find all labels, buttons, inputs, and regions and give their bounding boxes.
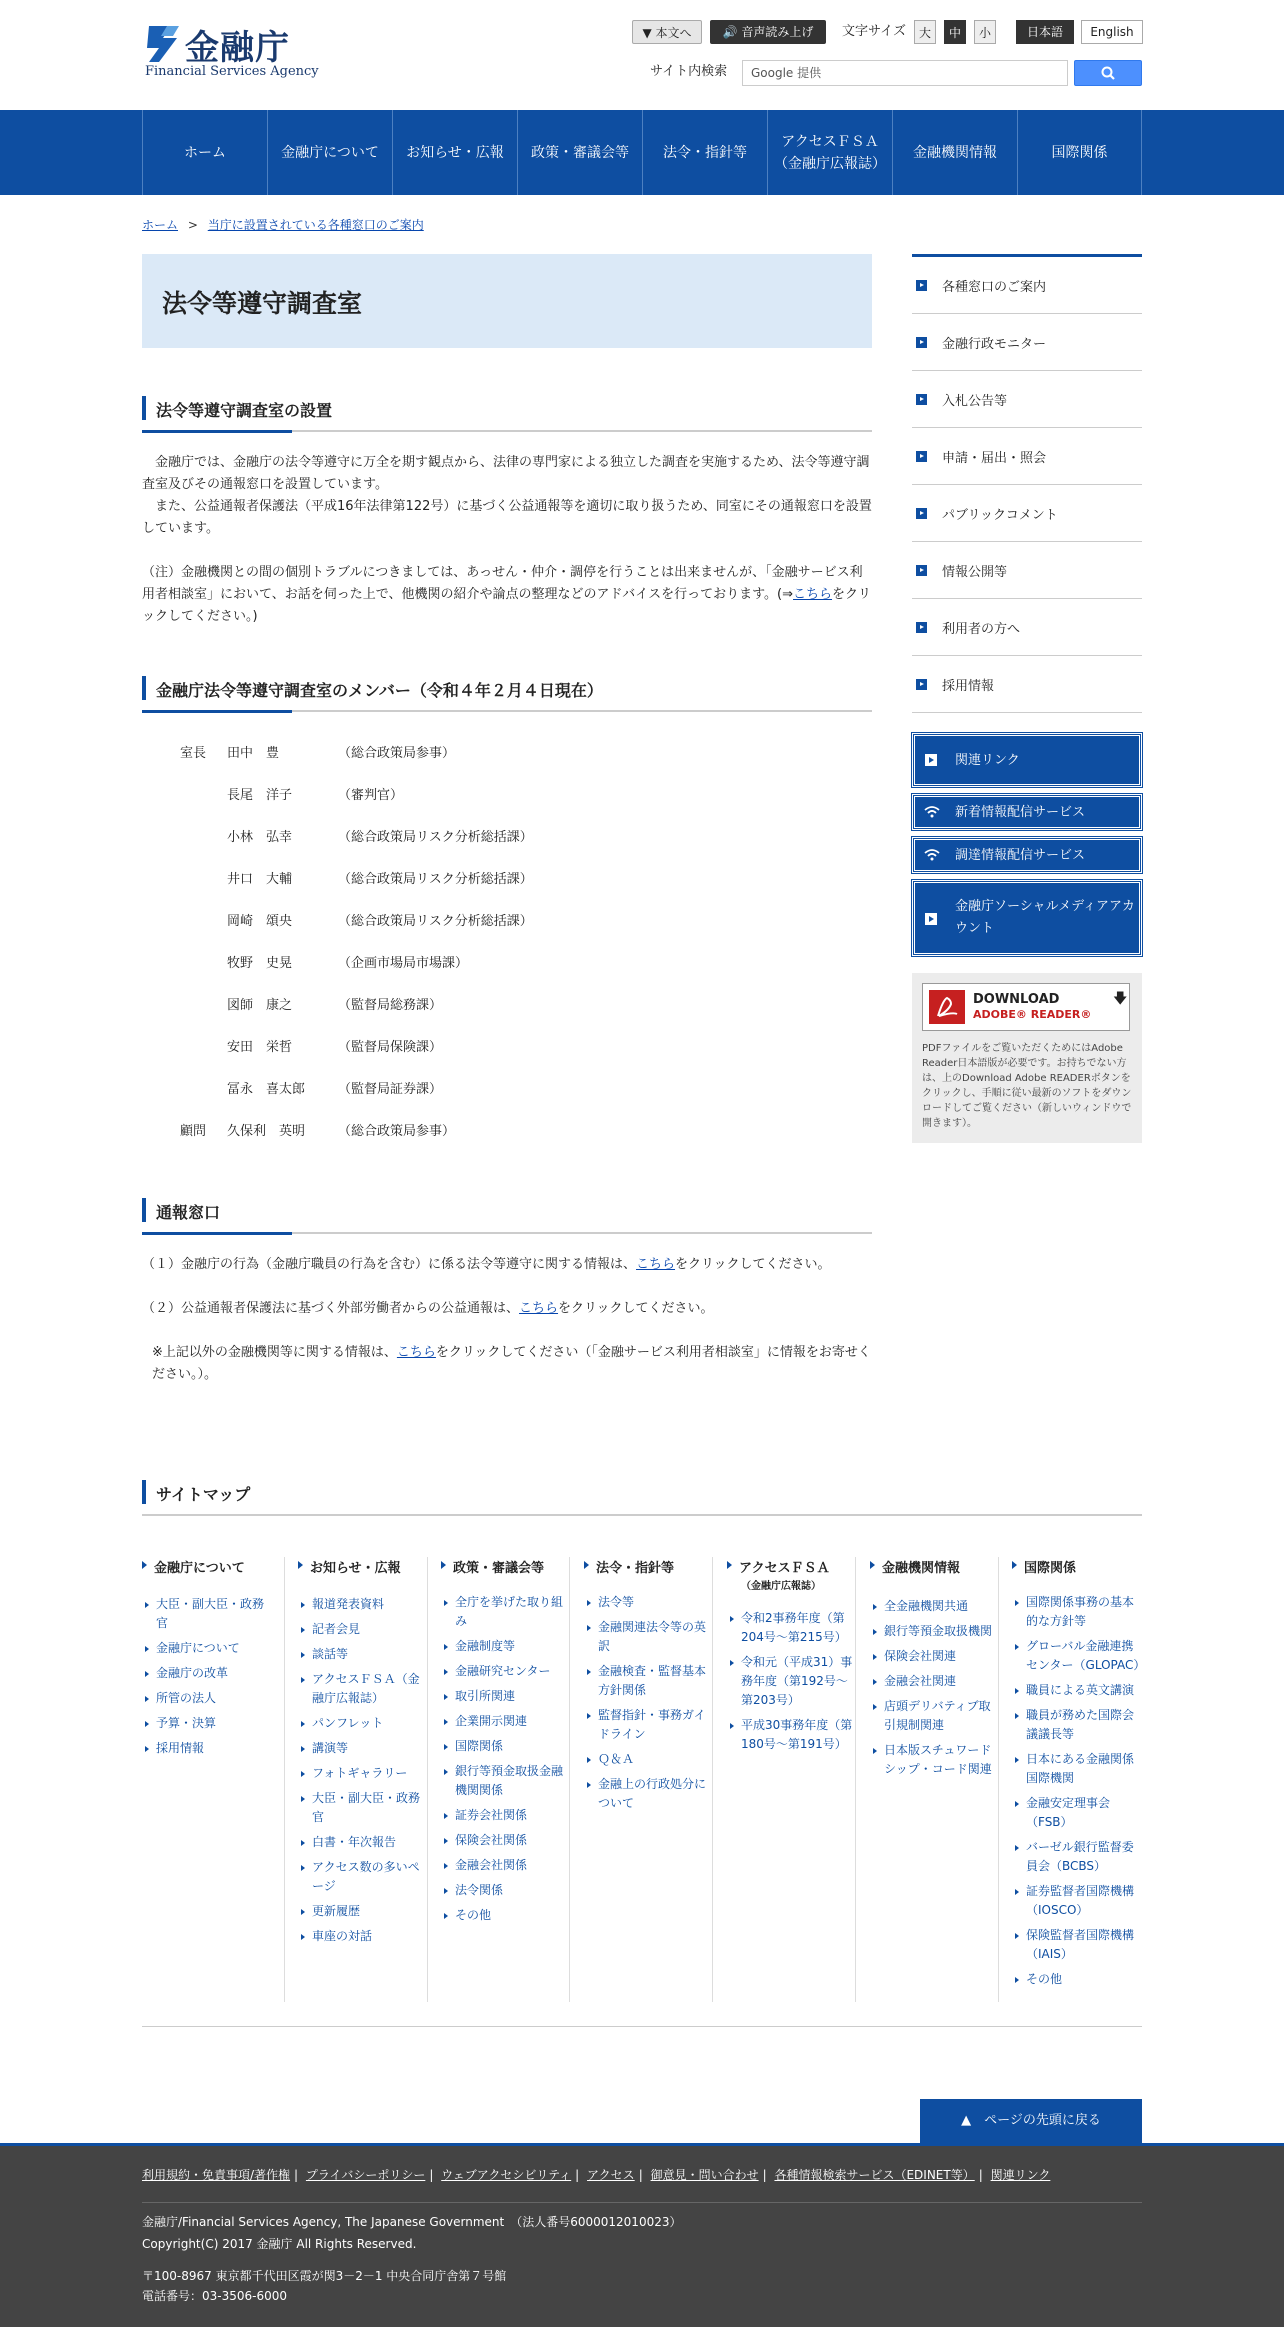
related-links-button[interactable]: 関連リンク — [912, 733, 1142, 787]
font-size-label: 文字サイズ — [842, 24, 906, 39]
adobe-download-button[interactable] — [922, 983, 1130, 1031]
sitemap-link[interactable]: 取引所関連 — [441, 1687, 571, 1706]
sitemap-link[interactable]: 日本版スチュワードシップ・コード関連 — [870, 1741, 1000, 1779]
wifi-icon — [924, 806, 940, 818]
sitemap-col-head[interactable]: 法令・指針等 — [584, 1557, 674, 1576]
sitemap-link[interactable]: 採用情報 — [142, 1739, 272, 1758]
page-title-box — [142, 254, 872, 348]
adobe-logo-icon — [929, 990, 965, 1024]
sitemap-link[interactable]: Ｑ＆Ａ — [584, 1750, 714, 1769]
play-icon — [925, 754, 937, 766]
report-item-2: （２）公益通報者保護法に基づく外部労働者からの公益通報は、こちらをクリックしてください。 — [142, 1301, 714, 1316]
sitemap-col-head[interactable]: 金融庁について — [142, 1557, 245, 1576]
sidebar-item-applications[interactable]: 申請・届出・照会 — [912, 428, 1142, 485]
breadcrumb — [142, 216, 424, 233]
sitemap-link[interactable]: 保険会社関連 — [870, 1647, 1000, 1666]
sitemap-link[interactable]: パンフレット — [298, 1714, 428, 1733]
search-icon — [1075, 61, 1143, 85]
sitemap-link[interactable]: 国際関係 — [441, 1737, 571, 1756]
report-item-1: （１）金融庁の行為（金融庁職員の行為を含む）に係る法令等遵守に関する情報は、こちらをクリックしてください。 — [142, 1257, 831, 1272]
nav-home[interactable]: ホーム — [142, 110, 267, 195]
lang-english-button[interactable]: English — [1081, 20, 1143, 44]
sitemap-link[interactable]: 平成30事務年度（第180号～第191号） — [727, 1716, 857, 1754]
sitemap-link[interactable]: 予算・決算 — [142, 1714, 272, 1733]
lang-japanese-button[interactable]: 日本語 — [1016, 20, 1074, 44]
page: 金融庁 Financial Services Agency ▼ 本文へ 🔊 音声読み上げ 文字サイズ 大 中 小 日本語 English サイト内検索 Google 提供 ホーム 金融庁について お知らせ・広報 政策・審議会等 法令・指針等 アクセスＦＳＡ （金融庁広報誌） 金融機関情報 国際関係 ホーム > 当庁に設置されている各種窓口のご案内 法令等遵守調査室 法令等遵守調査室の設置 金融庁では、金融庁の法令等遵守に万全を期す観点から、法律の専門家による独立した調査を実施するため、法令等遵守調査室及びその通報窓口を設置しています。 また、公益通報者保護法（平成16年法律第122号）に基づく公益通報等を適切に取り扱うため、同室にその通報窓口を設置しています。 （注）金融機関との間の個別トラブルにつきましては、あっせん・仲介・調停を行うことは出来ませんが、「金融サービス利用者相談室」において、お話を伺った上で、他機関の紹介や論点の整理などのアドバイスを行っております。(⇒こちらをクリックしてください。) 金融庁法令等遵守調査室のメンバー（令和４年２月４日現在） 室長 田中 豊 （総合政策局参事） 長尾 洋子 （審判官） 小林 弘幸 （総合政策局リスク分析総括課） 井口 大輔 （総合政策局リスク分析総括課） 岡崎 頌央 （総合政策局リスク分析総括課） 牧野 史晃 （企画市場局市場課） 図師 康之 （監督局総務課） 安田 栄哲 （監督局保険課） 冨永 喜太郎 （監督局証券課） 顧問 久保利 英明 （総合政策局参事） 通報窓口 （１）金融庁の行為（金融庁職員の行為を含む）に係る法令等遵守に関する情報は、こちらをクリックしてください。 （２）公益通報者保護法に基づく外部労働者からの公益通報は、こちらをクリックしてください。 ※上記以外の金融機関等に関する情報は、こちらをクリックしてください（「金融サービス利用者相談室」に情報をお寄せください。）。 各種窓口のご案内 金融行政モニター 入札公告等 申請・届出・照会 パブリックコメント 情報公開等 利用者の方へ 採用情報 関連リンク 新着情報配信サービス 調達情報配信サービス 金融庁ソーシャルメディアアカウント DOWNLOAD ADOBE® READER® 🡇 PDFファイルをご覧いただくためにはAdobe Reader日本語版が必要です。お持ちでない方は、上のDownload Adobe READERボタンをクリックし、手順に従い最新のソフトをダウンロードしてご覧ください（新しいウィンドウで開きます）。 サイトマップ 金融庁について 大臣・副大臣・政務官 金融庁について 金融庁の改革 所管の法人 予算・決算 採用情報 お知らせ・広報 報道発表資料 記者会見 談話等 アクセスＦＳＡ（金融庁広報誌） パンフレット 講演等 フォトギャラリー 大臣・副大臣・政務官 白書・年次報告 アクセス数の多いページ 更新履歴 車座の対話 政策・審議会等 全庁を挙げた取り組み 金融制度等 金融研究センター 取引所関連 企業開示関連 国際関係 銀行等預金取扱金融機関関係 証券会社関係 保険会社関係 金融会社関係 法令関係 その他 法令・指針等 法令等 金融関連法令等の英訳 金融検査・監督基本方針関係 監督指針・事務ガイドライン Ｑ＆Ａ 金融上の行政処分について アクセスＦＳＡ （金融庁広報誌） 令和2事務年度（第204号～第215号） 令和元（平成31）事務年度（第192号～第203号） 平成30事務年度（第180号～第191号） 金融機関情報 全金融機関共通 銀行等預金取扱機関 保険会社関連 金融会社関連 店頭デリバティブ取引規制関連 日本版スチュワードシップ・コード関連 国際関係 国際関係事務の基本的な方針等 グローバル金融連携センター（GLOPAC） 職員による英文講演 職員が務めた国際会議議長等 日本にある金融関係国際機関 金融安定理事会（FSB） バーゼル銀行監督委員会（BCBS） 証券監督者国際機構（IOSCO） 保険監督者国際機構（IAIS） その他 ▲ ページの先頭に戻る 利用規約・免責事項/著作権 | プライバシーポリシー | ウェブアクセシビリティ | アクセス | 御意見・問い合わせ | 各種情報検索サービス（EDINET等） | 関連リンク 金融庁/Financial Services Agency, The Japanese Government （法人番号6000012010023） Copyright(C) 2017 金融庁 All Rights Reserved. 〒100-8967 東京都千代田区霞が関3－2－1 中央合同庁舎第７号館 電話番号：03-3506-6000 — [0, 0, 1284, 2327]
sitemap-link[interactable]: 報道発表資料 — [298, 1595, 428, 1614]
report-link-2[interactable]: こちら — [519, 1301, 559, 1316]
sitemap-link[interactable]: 金融庁の改革 — [142, 1664, 272, 1683]
sidebar-item-public-comment[interactable]: パブリックコメント — [912, 485, 1142, 542]
font-size-medium-button[interactable]: 中 — [944, 20, 966, 44]
sitemap-link[interactable]: グローバル金融連携センター（GLOPAC） — [1012, 1637, 1142, 1675]
sitemap-col-subhead: （金融庁広報誌） — [741, 1581, 821, 1592]
footer — [0, 2143, 1284, 2327]
nav-laws[interactable]: 法令・指針等 — [642, 110, 767, 195]
back-to-top-button[interactable]: ▲ ページの先頭に戻る — [920, 2099, 1142, 2143]
sitemap-link[interactable]: フォトギャラリー — [298, 1764, 428, 1783]
footer-agency: 金融庁/Financial Services Agency, The Japanese Government （法人番号6000012010023） — [142, 2215, 682, 2229]
sitemap-link[interactable]: 大臣・副大臣・政務官 — [298, 1789, 428, 1827]
section-heading-setup — [142, 396, 872, 432]
footer-copyright: Copyright(C) 2017 金融庁 All Rights Reserved. — [142, 2237, 417, 2251]
paragraph-setup-1: 金融庁では、金融庁の法令等遵守に万全を期す観点から、法律の専門家による独立した調査を実施するため、法令等遵守調査室及びその通報窓口を設置しています。 — [142, 455, 870, 492]
sitemap-link[interactable]: 金融研究センター — [441, 1662, 571, 1681]
sitemap-link[interactable]: 店頭デリバティブ取引規制関連 — [870, 1697, 1000, 1735]
sitemap-link[interactable]: 金融検査・監督基本方針関係 — [584, 1662, 714, 1700]
section-heading-report — [142, 1198, 872, 1234]
page-title: 法令等遵守調査室 — [162, 289, 363, 318]
sitemap-heading — [142, 1480, 1142, 1516]
download-arrow-icon: 🡇 — [1113, 991, 1128, 1007]
font-size-small-button[interactable]: 小 — [974, 20, 996, 44]
adobe-reader-box — [912, 973, 1142, 1143]
sitemap-col-head[interactable]: お知らせ・広報 — [298, 1557, 401, 1576]
sitemap-link[interactable]: 大臣・副大臣・政務官 — [142, 1595, 272, 1633]
sitemap-link[interactable]: 法令関係 — [441, 1881, 571, 1900]
triangle-up-icon: ▲ — [961, 2113, 985, 2128]
sitemap-link[interactable]: 職員が務めた国際会議議長等 — [1012, 1706, 1142, 1744]
sitemap-link[interactable]: 金融安定理事会（FSB） — [1012, 1794, 1142, 1832]
fsa-logo-mark-icon — [145, 24, 183, 64]
sitemap-link[interactable]: 企業開示関連 — [441, 1712, 571, 1731]
logo-name: 金融庁 — [185, 28, 290, 68]
sitemap-link[interactable]: 記者会見 — [298, 1620, 428, 1639]
sitemap-link[interactable]: 金融会社関係 — [441, 1856, 571, 1875]
sitemap-link[interactable]: 全庁を挙げた取り組み — [441, 1593, 571, 1631]
sitemap-link[interactable]: 金融会社関連 — [870, 1672, 1000, 1691]
sitemap-link[interactable]: 職員による英文講演 — [1012, 1681, 1142, 1700]
sidebar-item-windows[interactable]: 各種窓口のご案内 — [912, 257, 1142, 314]
sitemap-link[interactable]: 金融上の行政処分について — [584, 1775, 714, 1813]
sitemap-link[interactable]: アクセス数の多いページ — [298, 1858, 428, 1896]
procurement-service-button[interactable]: 調達情報配信サービス — [912, 837, 1142, 873]
search-input[interactable]: Google 提供 — [742, 60, 1068, 86]
footer-link-edinet[interactable]: 各種情報検索サービス（EDINET等） — [774, 2168, 975, 2182]
sitemap-link[interactable]: その他 — [441, 1906, 571, 1925]
breadcrumb-home[interactable]: ホーム — [142, 218, 179, 232]
sitemap-col-head[interactable]: 政策・審議会等 — [441, 1557, 544, 1576]
font-size-large-button[interactable]: 大 — [914, 20, 936, 44]
sidebar-item-users[interactable]: 利用者の方へ — [912, 599, 1142, 656]
note-link[interactable]: こちら — [793, 587, 833, 602]
sitemap-col-head[interactable]: 国際関係 — [1012, 1557, 1076, 1576]
breadcrumb-current[interactable]: 当庁に設置されている各種窓口のご案内 — [207, 218, 424, 232]
nav-about[interactable]: 金融庁について — [267, 110, 392, 195]
section-title: 通報窓口 — [156, 1203, 221, 1222]
footer-address: 〒100-8967 東京都千代田区霞が関3－2－1 中央合同庁舎第７号館 — [142, 2269, 507, 2283]
sitemap-link[interactable]: 保険会社関係 — [441, 1831, 571, 1850]
site-search-label: サイト内検索 — [650, 64, 728, 79]
sidebar-item-recruit[interactable]: 採用情報 — [912, 656, 1142, 713]
footer-link-accessibility[interactable]: ウェブアクセシビリティ — [441, 2168, 572, 2182]
paragraph-setup-2: また、公益通報者保護法（平成16年法律第122号）に基づく公益通報等を適切に取り扱うため、同室にその通報窓口を設置しています。 — [142, 499, 872, 536]
sitemap-link[interactable]: 金融庁について — [142, 1639, 272, 1658]
sitemap-link[interactable]: 講演等 — [298, 1739, 428, 1758]
note-text: （注）金融機関との間の個別トラブルにつきましては、あっせん・仲介・調停を行うことは出来ませんが、「金融サービス利用者相談室」において、お話を伺った上で、他機関の紹介や論点の整理などのアドバイスを行っております。(⇒ — [142, 565, 863, 602]
footer-links: 利用規約・免責事項/著作権 | プライバシーポリシー | ウェブアクセシビリティ | アクセス | 御意見・問い合わせ | 各種情報検索サービス（EDINET等） | 関連リンク — [142, 2168, 1051, 2182]
sitemap-title: サイトマップ — [156, 1485, 251, 1504]
section-heading-members — [142, 676, 872, 712]
footer-link-contact[interactable]: 御意見・問い合わせ — [650, 2168, 759, 2182]
nav-international[interactable]: 国際関係 — [1017, 110, 1142, 195]
sitemap-link[interactable]: 談話等 — [298, 1645, 428, 1664]
speaker-icon: 🔊 — [722, 25, 742, 39]
sitemap-link[interactable]: バーゼル銀行監督委員会（BCBS） — [1012, 1838, 1142, 1876]
sitemap-link[interactable]: 日本にある金融関係国際機関 — [1012, 1750, 1142, 1788]
report-link-1[interactable]: こちら — [636, 1257, 676, 1272]
footer-link-privacy[interactable]: プライバシーポリシー — [305, 2168, 426, 2182]
sitemap-link[interactable]: 保険監督者国際機構（IAIS） — [1012, 1926, 1142, 1964]
footer-phone: 電話番号：03-3506-6000 — [142, 2289, 288, 2303]
sitemap-link[interactable]: 国際関係事務の基本的な方針等 — [1012, 1593, 1142, 1631]
nav-policy[interactable]: 政策・審議会等 — [517, 110, 642, 195]
global-nav — [0, 110, 1284, 195]
skip-to-content-button[interactable]: ▼ 本文へ — [632, 20, 702, 44]
sitemap-col-head[interactable]: アクセスＦＳＡ — [727, 1557, 830, 1576]
search-button[interactable] — [1074, 60, 1142, 86]
sitemap-link[interactable]: アクセスＦＳＡ（金融庁広報誌） — [298, 1670, 428, 1708]
footer-link-related[interactable]: 関連リンク — [990, 2168, 1051, 2182]
sidebar-item-monitor[interactable]: 金融行政モニター — [912, 314, 1142, 371]
divider — [142, 2026, 1142, 2027]
sidebar-item-disclosure[interactable]: 情報公開等 — [912, 542, 1142, 599]
sitemap-link[interactable]: 監督指針・事務ガイドライン — [584, 1706, 714, 1744]
sitemap-link[interactable]: 法令等 — [584, 1593, 714, 1612]
sitemap-link[interactable]: 更新履歴 — [298, 1902, 428, 1921]
header — [0, 0, 1284, 110]
sitemap-link[interactable]: 証券会社関係 — [441, 1806, 571, 1825]
report-link-3[interactable]: こちら — [396, 1345, 436, 1360]
read-aloud-label: 音声読み上げ — [741, 25, 814, 39]
sitemap-link[interactable]: 令和2事務年度（第204号～第215号） — [727, 1609, 857, 1647]
sitemap-link[interactable]: 車座の対話 — [298, 1927, 428, 1946]
sitemap-link[interactable]: 金融制度等 — [441, 1637, 571, 1656]
note-text-end: をクリックしてください。) — [142, 587, 872, 624]
social-media-button[interactable]: 金融庁ソーシャルメディアアカウント — [912, 880, 1142, 956]
adobe-note: PDFファイルをご覧いただくためにはAdobe Reader日本語版が必要です。お持ちでない方は、上のDownload Adobe READERボタンをクリックし、手順に従い最新のソフトをダウンロードしてご覧ください（新しいウィンドウで開きます）。 — [922, 1043, 1132, 1129]
sitemap-link[interactable]: 金融関連法令等の英訳 — [584, 1618, 714, 1656]
sitemap-link[interactable]: 銀行等預金取扱機関 — [870, 1622, 1000, 1641]
nav-institutions[interactable]: 金融機関情報 — [892, 110, 1017, 195]
sitemap-link[interactable]: 令和元（平成31）事務年度（第192号～第203号） — [727, 1653, 857, 1710]
nav-access-fsa-label: アクセスＦＳＡ （金融庁広報誌） — [774, 133, 886, 172]
nav-access-fsa[interactable] — [767, 110, 892, 195]
section-title: 法令等遵守調査室の設置 — [156, 401, 333, 420]
report-item-3: ※上記以外の金融機関等に関する情報は、こちらをクリックしてください（「金融サービス利用者相談室」に情報をお寄せください。）。 — [152, 1345, 871, 1382]
footer-link-access[interactable]: アクセス — [587, 2168, 635, 2182]
fsa-logo[interactable] — [145, 24, 319, 80]
wifi-icon — [924, 849, 940, 861]
read-aloud-button[interactable] — [710, 20, 826, 44]
adobe-download-text: DOWNLOAD — [973, 992, 1060, 1007]
nav-news[interactable]: お知らせ・広報 — [392, 110, 517, 195]
sitemap-link[interactable]: 銀行等預金取扱金融機関関係 — [441, 1762, 571, 1800]
breadcrumb-separator: > — [187, 218, 198, 232]
adobe-reader-text: ADOBE® READER® — [973, 1008, 1092, 1021]
sitemap-link[interactable]: 白書・年次報告 — [298, 1833, 428, 1852]
section-title: 金融庁法令等遵守調査室のメンバー（令和４年２月４日現在） — [156, 681, 603, 700]
sitemap-link[interactable]: 全金融機関共通 — [870, 1597, 1000, 1616]
footer-link-terms[interactable]: 利用規約・免責事項/著作権 — [142, 2168, 291, 2182]
sitemap-link[interactable]: 所管の法人 — [142, 1689, 272, 1708]
new-info-service-button[interactable]: 新着情報配信サービス — [912, 794, 1142, 830]
sitemap-link[interactable]: その他 — [1012, 1970, 1142, 1989]
paragraph-note — [142, 562, 872, 628]
sitemap-link[interactable]: 証券監督者国際機構（IOSCO） — [1012, 1882, 1142, 1920]
sidebar-item-bids[interactable]: 入札公告等 — [912, 371, 1142, 428]
play-icon — [925, 913, 937, 925]
logo-subtitle: Financial Services Agency — [145, 64, 319, 79]
sitemap-col-head[interactable]: 金融機関情報 — [870, 1557, 960, 1576]
